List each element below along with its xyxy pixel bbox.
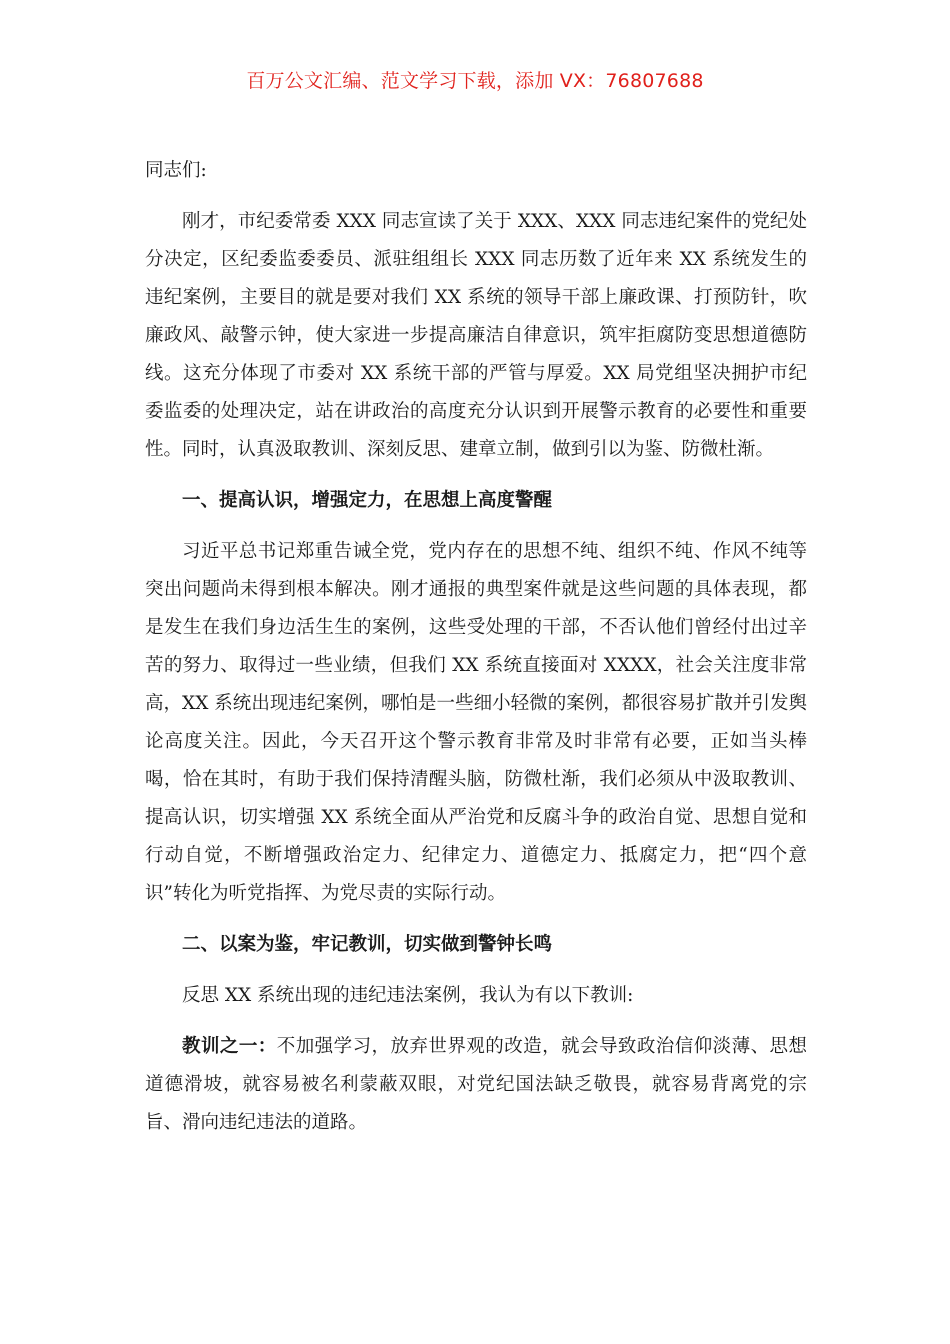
intro-paragraph: 刚才，市纪委常委 XXX 同志宣读了关于 XXX、XXX 同志违纪案件的党纪处分决定，区纪委监委委员、派驻组组长 XXX 同志历数了近年来 XX 系统发生的违纪案例，主要目的就是要对我们 XX 系统的领导干部上廉政课、打预防针，吹廉政风、敲警示钟，使大家进一步提高廉洁自律意识，筑牢拒腐防变思想道德防线。这充分体现了市委对 XX 系统干部的严管与厚爱。XX 局党组坚决拥护市纪委监委的处理决定，站在讲政治的高度充分认识到开展警示教育的必要性和重要性。同时，认真汲取教训、深刻反思、建章立制，做到引以为鉴、防微杜渐。 [145, 211, 807, 460]
section-2-heading: 二、以案为鉴，牢记教训，切实做到警钟长鸣 [182, 934, 553, 955]
lesson-1-paragraph [145, 1028, 807, 1142]
section-1-heading: 一、提高认识，增强定力，在思想上高度警醒 [182, 490, 553, 511]
salutation: 同志们: [145, 160, 207, 181]
document-body [145, 152, 807, 1155]
section-1-paragraph: 习近平总书记郑重告诫全党，党内存在的思想不纯、组织不纯、作风不纯等突出问题尚未得到根本解决。刚才通报的典型案件就是这些问题的具体表现，都是发生在我们身边活生生的案例，这些受处理的干部，不否认他们曾经付出过辛苦的努力、取得过一些业绩，但我们 XX 系统直接面对 XXXX，社会关注度非常高，XX 系统出现违纪案例，哪怕是一些细小轻微的案例，都很容易扩散并引发舆论高度关注。因此，今天召开这个警示教育非常及时非常有必要，正如当头棒喝，恰在其时，有助于我们保持清醒头脑，防微杜渐，我们必须从中汲取教训、提高认识，切实增强 XX 系统全面从严治党和反腐斗争的政治自觉、思想自觉和行动自觉，不断增强政治定力、纪律定力、道德定力、抵腐定力，把“四个意识”转化为听党指挥、为党尽责的实际行动。 [145, 541, 807, 904]
lesson-1-text: 不加强学习，放弃世界观的改造，就会导致政治信仰淡薄、思想道德滑坡，就容易被名利蒙蔽双眼，对党纪国法缺乏敬畏，就容易背离党的宗旨、滑向违纪违法的道路。 [145, 1036, 807, 1133]
lesson-1-label: 教训之一： [182, 1036, 277, 1057]
section-2-intro: 反思 XX 系统出现的违纪违法案例，我认为有以下教训: [182, 985, 634, 1006]
header-banner: 百万公文汇编、范文学习下载，添加 VX：76807688 [246, 70, 704, 92]
